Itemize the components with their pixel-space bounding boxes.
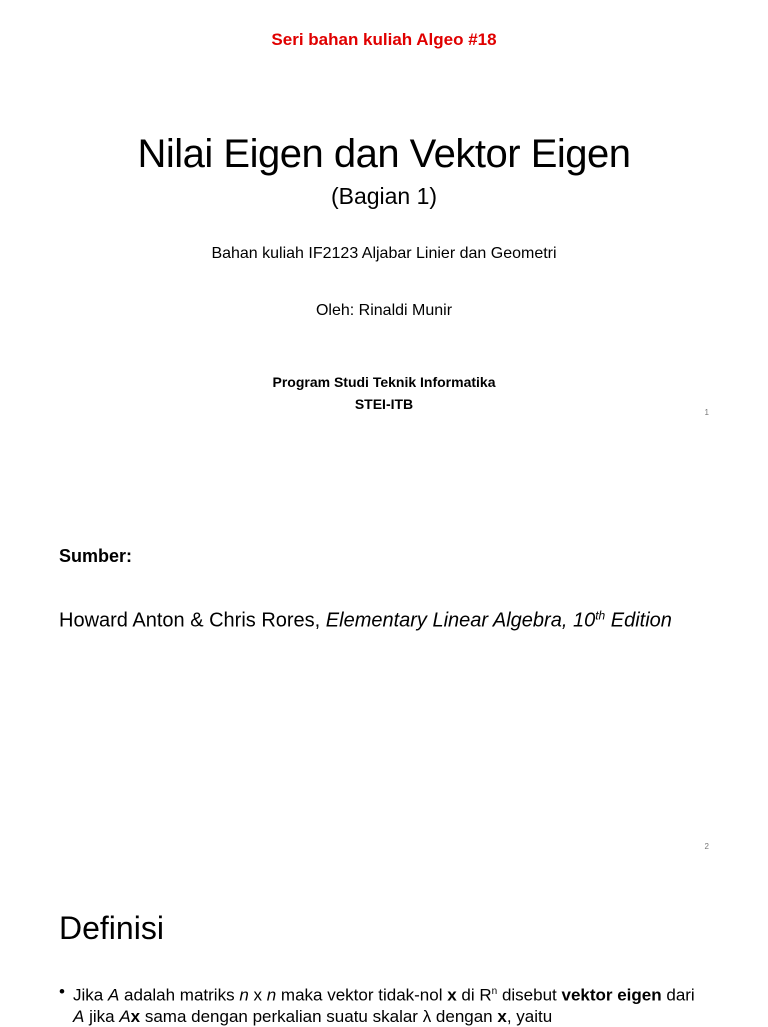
- text-run: x: [248, 985, 267, 1005]
- slide-subtitle: (Bagian 1): [330, 183, 438, 209]
- term-bold: vektor eigen: [561, 985, 662, 1005]
- math-vector: x: [130, 1006, 141, 1026]
- page-number: 1: [704, 408, 709, 417]
- source-edition: Edition: [605, 609, 672, 632]
- text-run: dari: [661, 985, 695, 1005]
- page-number: 2: [704, 842, 709, 851]
- math-var: n: [266, 985, 277, 1005]
- text-run: Jika: [73, 985, 108, 1005]
- source-reference: [59, 608, 672, 633]
- definition-bullet: [59, 981, 709, 1027]
- text-run: jika: [84, 1006, 120, 1026]
- series-label: Seri bahan kuliah Algeo #18: [271, 30, 497, 49]
- institution-name: STEI-ITB: [354, 396, 414, 412]
- text-run: dengan: [431, 1006, 498, 1026]
- math-vector: x: [497, 1006, 507, 1026]
- text-run: di R: [456, 985, 492, 1005]
- text-run: adalah matriks: [119, 985, 240, 1005]
- text-run: , yaitu: [506, 1006, 553, 1026]
- math-vector: x: [447, 985, 457, 1005]
- text-run: sama dengan perkalian suatu skalar: [140, 1006, 423, 1026]
- math-var: A: [119, 1006, 131, 1026]
- program-block: [0, 371, 768, 415]
- text-run: maka vektor tidak-nol: [276, 985, 448, 1005]
- math-var: A: [107, 985, 120, 1005]
- program-name: Program Studi Teknik Informatika: [272, 374, 496, 390]
- section-heading: Definisi: [59, 910, 164, 946]
- lambda-symbol: λ: [422, 1006, 432, 1026]
- source-book-title: Elementary Linear Algebra, 10: [325, 609, 596, 632]
- course-line: Bahan kuliah IF2123 Aljabar Linier dan Geometri: [211, 245, 557, 262]
- source-superscript: th: [595, 608, 606, 622]
- source-label: Sumber:: [59, 546, 133, 566]
- slide-title: Nilai Eigen dan Vektor Eigen: [137, 132, 631, 176]
- text-run: disebut: [497, 985, 562, 1005]
- source-authors: Howard Anton & Chris Rores,: [59, 609, 326, 632]
- definition-text: [59, 981, 709, 1027]
- math-var: A: [73, 1006, 85, 1026]
- bullet-icon: •: [59, 982, 65, 1001]
- author-line: Oleh: Rinaldi Munir: [315, 302, 453, 319]
- superscript: n: [491, 986, 498, 997]
- math-var: n: [239, 985, 249, 1005]
